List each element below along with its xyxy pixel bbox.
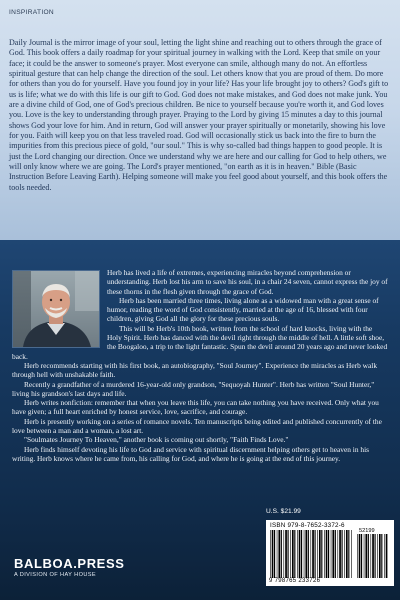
- author-photo: [12, 270, 100, 348]
- bio-paragraph: Herb has lived a life of extremes, experiencing miracles beyond comprehension or understanding. Herb lost his arm to save his soul, in a chair 24 seven, cannot express the joy of these thorns in the flesh given through the grace of God.: [107, 268, 388, 296]
- author-bio: [12, 268, 388, 463]
- bio-paragraph: Herb writes nonfiction: remember that when you leave this life, you can take nothing you have received. Only what you have given; a full heart enriched by honest service, love, sacrifice, and courage.: [12, 398, 379, 417]
- book-description: Daily Journal is the mirror image of your soul, letting the light shine and reaching out to others through the grace of God. This book offers a daily roadmap for your spiritual journey in walking with the Lord. Keep that smile on your face; it could be the answer to someone's prayer. Most everyone can smile, although many do not. An effortless spiritual gesture that can help change the direction of the soul. Let others know that you are proud of them. Do more for others than you do for yourself. Have you found joy in your life? Has your life brought joy to others? God's gift to us is life; what we do with this life is our gift to God. God does not make mistakes, and God does not make junk. You are a divine child of God, one of God's precious children. Be nice to yourself because you're worth it, and God loves you. Love is the key to understanding through prayer. Praying to the Lord by giving 15 minutes a day to this journal shows God your love for him. And in return, God will answer your prayer spiritually or monetarily, showing his love for you. Faith will keep you on that less traveled road. God will occasionally stick us back into the fire to burn the impurities from this precious piece of gold, "our soul." This is why so-called bad things happen to good people. It is just the Lord changing our direction. Once we understand why we are here and our calling for God to help others, we will only know where we are going. The Lord's prayer mentioned, "on earth as it is in heaven." Bible (Basic Instruction Before Leaving Earth). Helping someone will make you feel good about yourself, and this book offers the tools needed.: [9, 38, 389, 192]
- bio-paragraph: Herb has been married three times, living alone as a widowed man with a great sense of humor, reading the word of God consistently, married at the age of 16, blessed with four children, giving God all the glory for these precious souls.: [107, 295, 379, 324]
- barcode-addon-digits: 52199: [359, 528, 375, 534]
- barcode-icon: [266, 520, 394, 586]
- barcode-addon-bars: [357, 534, 389, 578]
- bio-paragraph: Herb finds himself devoting his life to God and service with spiritual discernment helping others get to heaven in his writing. Herb knows where he came from, his calling for God, and where he is going at the end of this journey.: [12, 444, 370, 463]
- bio-paragraph: Recently a grandfather of a murdered 16-year-old only grandson, "Sequoyah Hunter". Herb has written "Soul Hunter," living his grandson's last days and life.: [12, 379, 375, 398]
- barcode-main-bars: [270, 530, 354, 578]
- bio-paragraph: Herb is presently working on a series of romance novels. Ten manuscripts being edited and published concurrently of the love between a man and a woman, a lost art.: [12, 416, 382, 436]
- category-label: INSPIRATION: [9, 9, 54, 16]
- publisher-name: BALBOA.PRESS: [14, 556, 125, 571]
- isbn-label: ISBN 979-8-7652-3372-6: [270, 522, 345, 529]
- price-label: U.S. $21.99: [266, 508, 301, 515]
- publisher-logo: [14, 556, 125, 578]
- bio-paragraph: "Soulmates Journey To Heaven," another book is coming out shortly, "Faith Finds Love.": [24, 435, 289, 445]
- bio-paragraph: Herb recommends starting with his first book, an autobiography, "Soul Journey". Experience the miracles as Herb walk through hell with unshakable faith.: [12, 360, 378, 380]
- bio-paragraph: This will be Herb's 10th book, written from the school of hard knocks, living with the Holy Spirit. Herb has danced with the devil right through the middle of hell. A little soft shoe, the Boogaloo, a trip to the light fantastic. Spun the devil around 20 years ago and never looked back.: [12, 323, 388, 361]
- description-panel: [0, 0, 400, 240]
- barcode-digits: 9 798765 233726: [269, 578, 321, 584]
- barcode-block: [266, 508, 394, 588]
- publisher-tagline: A DIVISION OF HAY HOUSE: [14, 572, 97, 578]
